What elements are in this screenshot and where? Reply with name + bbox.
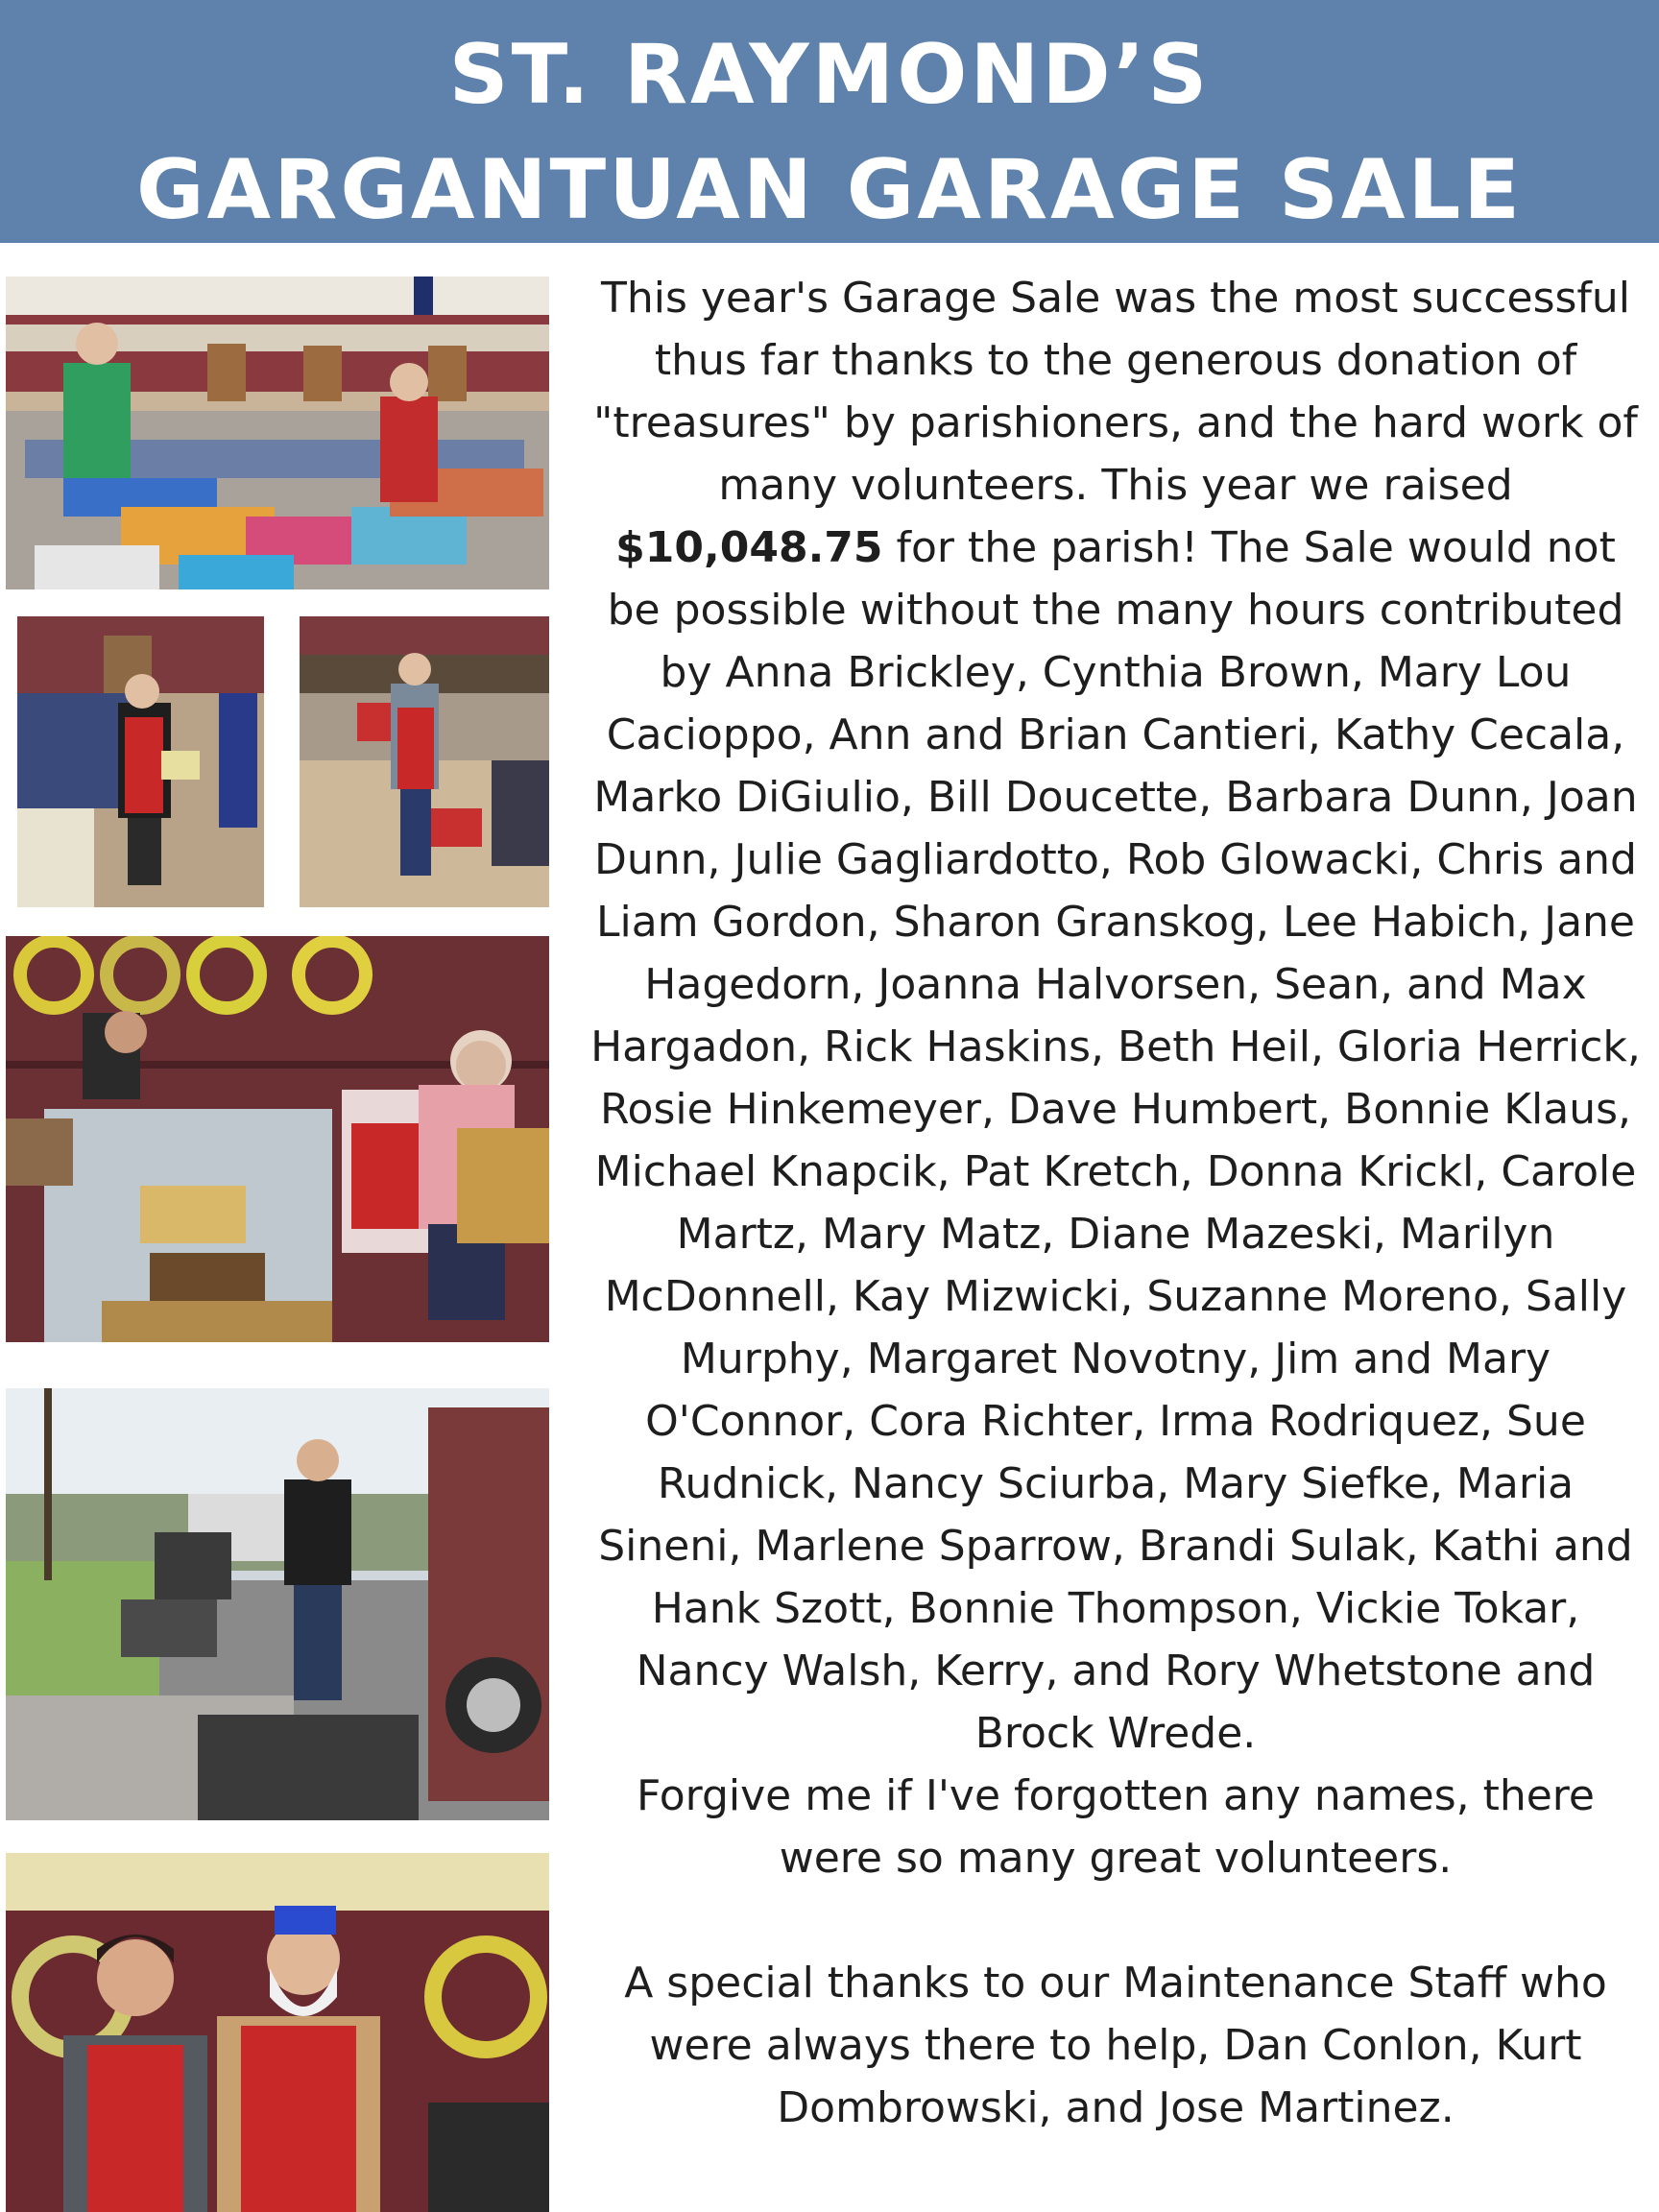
article-paragraph-apology: Forgive me if I've forgotten any names, there were so many great volunteers.: [637, 1771, 1595, 1883]
page-title-line-1: ST. RAYMOND’S: [448, 27, 1211, 123]
photo-clothing-tables: [6, 276, 549, 589]
page-title-line-2: GARGANTUAN GARAGE SALE: [135, 142, 1524, 238]
article-paragraph-maintenance: A special thanks to our Maintenance Staff who were always there to help, Dan Conlon, Kurt Dombrowski, and Jose Martinez.: [624, 1959, 1607, 2132]
photo-volunteer-red-apron-left: [17, 616, 264, 907]
photo-wreaths-and-frames: [6, 936, 549, 1342]
article-paragraph-volunteers: [583, 267, 1648, 1765]
paragraph-spacer: [583, 1889, 1648, 1952]
article-volunteer-names: for the parish! The Sale would not be possible without the many hours contributed by Anna Brickley, Cynthia Brown, Mary Lou Cacioppo, Ann and Brian Cantieri, Kathy Cecala, Marko DiGiulio, Bill Doucette, Barbara Dunn, Joan Dunn, Julie Gagliardotto, Rob Glowacki, Chris and Liam Gordon, Sharon Granskog, Lee Habich, Jane Hagedorn, Joanna Halvorsen, Sean, and Max Hargadon, Rick Haskins, Beth Heil, Gloria Herrick, Rosie Hinkemeyer, Dave Humbert, Bonnie Klaus, Michael Knapcik, Pat Kretch, Donna Krickl, Carole Martz, Mary Matz, Diane Mazeski, Marilyn McDonnell, Kay Mizwicki, Suzanne Moreno, Sally Murphy, Margaret Novotny, Jim and Mary O'Connor, Cora Richter, Irma Rodriquez, Sue Rudnick, Nancy Sciurba, Mary Siefke, Maria Sineni, Marlene Sparrow, Brandi Sulak, Kathi and Hank Szott, Bonnie Thompson, Vickie Tokar, Nancy Walsh, Kerry, and Rory Whetstone and Brock Wrede.: [590, 523, 1641, 1758]
photo-volunteer-red-apron-right: [300, 616, 549, 907]
article-intro-text: This year's Garage Sale was the most successful thus far thanks to the generous donation of "treasures" by parishioners, and the hard work of many volunteers. This year we raised: [593, 274, 1638, 510]
photo-outdoor-loading: [6, 1388, 549, 1820]
raised-amount: $10,048.75: [615, 523, 883, 572]
header-banner: [0, 0, 1659, 243]
article-body: [583, 267, 1648, 2139]
photo-two-volunteers: [6, 1853, 549, 2212]
